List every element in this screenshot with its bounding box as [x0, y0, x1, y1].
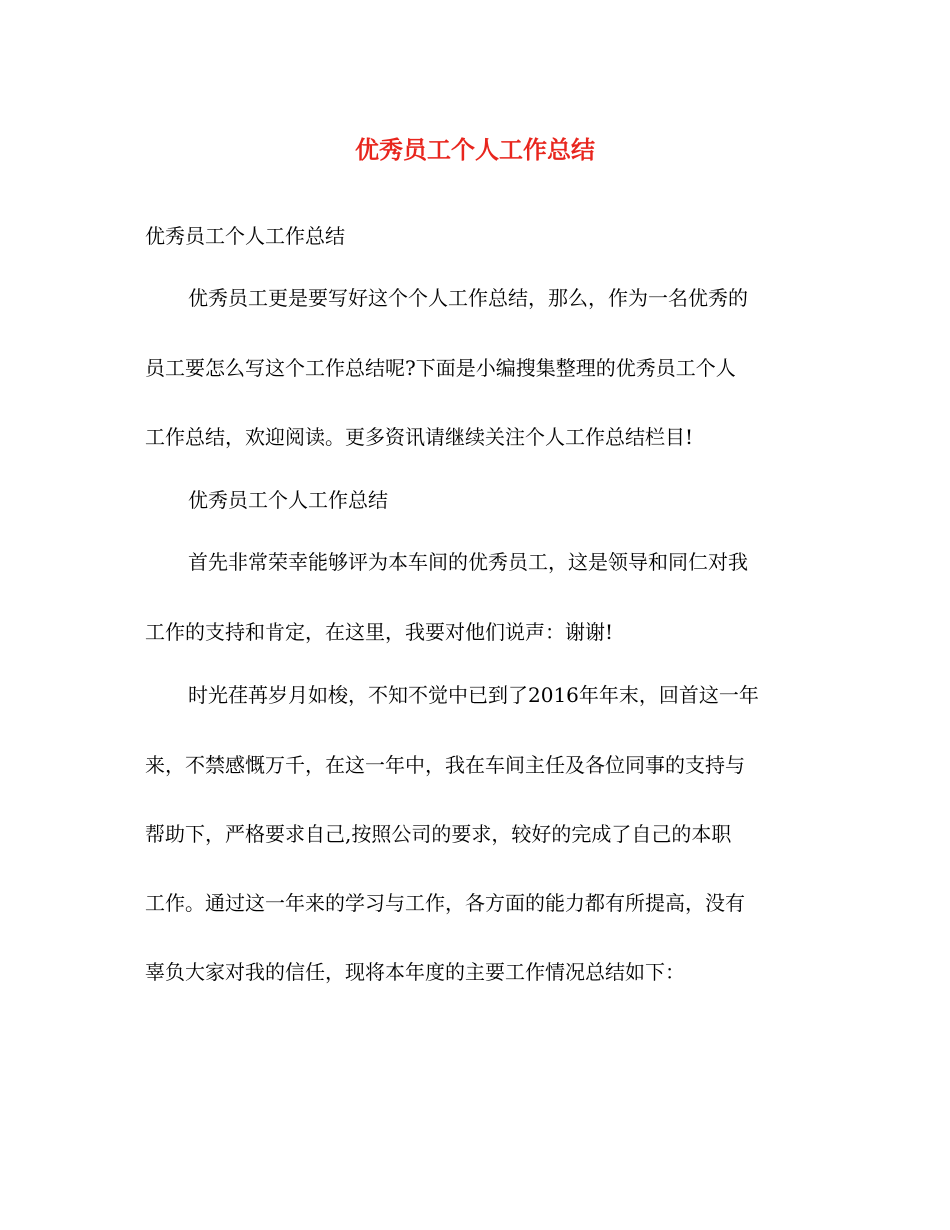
- paragraph-line: 工作总结，欢迎阅读。更多资讯请继续关注个人工作总结栏目!: [145, 425, 694, 449]
- paragraph-line: 工作的支持和肯定，在这里，我要对他们说声：谢谢!: [145, 620, 614, 644]
- paragraph-line: 工作。通过这一年来的学习与工作，各方面的能力都有所提高，没有: [145, 891, 745, 915]
- section-heading-line: 优秀员工个人工作总结: [188, 488, 388, 512]
- paragraph-line: 来，不禁感慨万千，在这一年中，我在车间主任及各位同事的支持与: [145, 753, 745, 777]
- paragraph-line: 帮助下，严格要求自己,按照公司的要求，较好的完成了自己的本职: [145, 822, 732, 846]
- paragraph-line: 辜负大家对我的信任，现将本年度的主要工作情况总结如下：: [145, 960, 685, 984]
- paragraph-line: 优秀员工更是要写好这个个人工作总结，那么，作为一名优秀的: [188, 286, 748, 310]
- subtitle-line: 优秀员工个人工作总结: [145, 224, 345, 248]
- paragraph-line: 时光荏苒岁月如梭，不知不觉中已到了2016年年末，回首这一年: [188, 683, 759, 707]
- document-title: 优秀员工个人工作总结: [355, 135, 595, 164]
- paragraph-line: 首先非常荣幸能够评为本车间的优秀员工，这是领导和同仁对我: [188, 550, 748, 574]
- paragraph-line: 员工要怎么写这个工作总结呢?下面是小编搜集整理的优秀员工个人: [145, 356, 736, 380]
